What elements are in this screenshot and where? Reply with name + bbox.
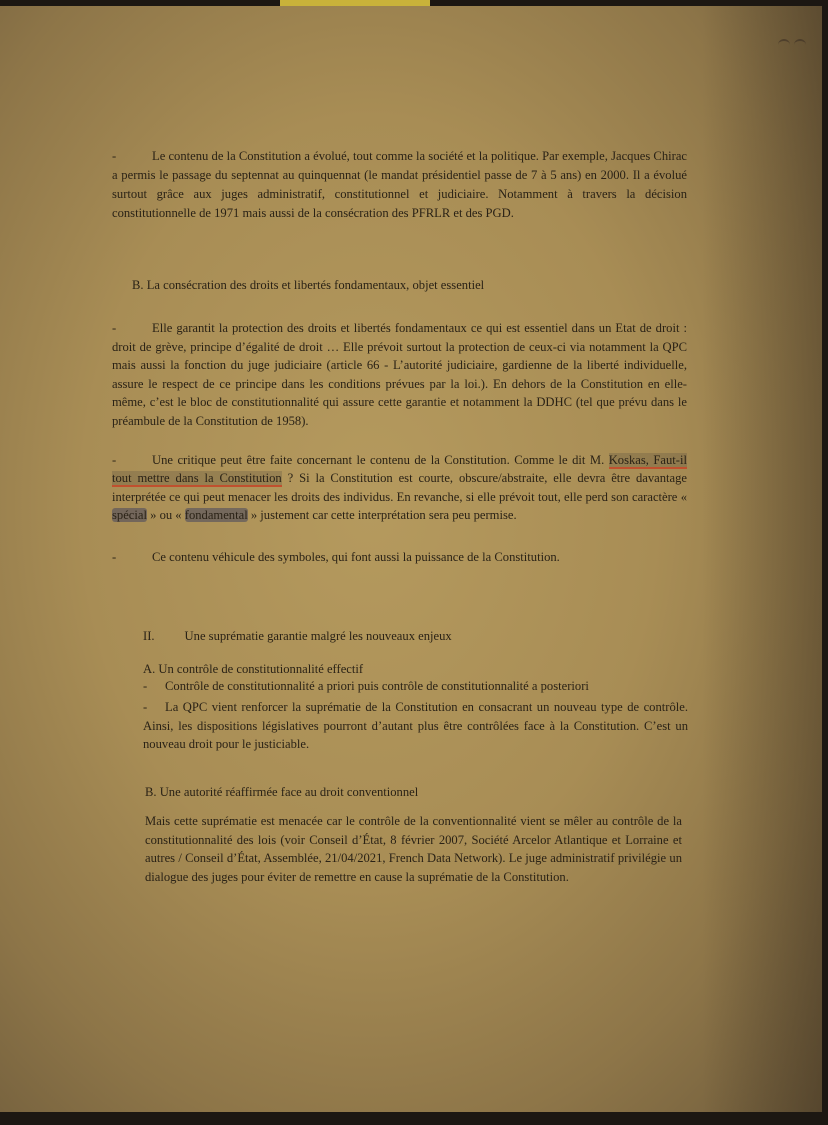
list-item-text: Contrôle de constitutionnalité a priori puis contrôle de constitutionnalité a posteriori [165, 679, 589, 693]
section-numeral: II. [143, 629, 155, 643]
list-item [143, 679, 589, 694]
paragraph-symbols [112, 548, 687, 567]
bullet: - [112, 453, 117, 467]
heading-II [143, 629, 452, 644]
document-page [0, 6, 822, 1112]
list-item-text: La QPC vient renforcer la suprématie de la Constitution en consacrant un nouveau type de contrôle. Ainsi, les dispositions législatives pourront d’autant plus être contrôlées face à la Constitution. C’est un nouveau droit pour le justiciable. [143, 700, 688, 751]
paragraph-text: Ce contenu véhicule des symboles, qui font aussi la puissance de la Constitution. [152, 550, 560, 564]
paragraph-protection [112, 319, 687, 431]
heading-I-B: B. La consécration des droits et libertés fondamentaux, objet essentiel [132, 278, 485, 292]
highlighted-word: spécial [112, 508, 147, 523]
paragraph-text: Le contenu de la Constitution a évolué, tout comme la société et la politique. Par exemple, Jacques Chirac a permis le passage du septennat au quinquennat (le mandat présidentiel passe de 7 à 5 ans) en 2000. Il a évolué surtout grâce aux juges administratif, constitutionnel et judiciaire. Notamment à travers la décision constitutionnelle de 1971 mais aussi de la consécration des PFRLR et des PGD. [112, 149, 687, 220]
text-segment: Une critique peut être faite concernant le contenu de la Constitution. Comme le dit M. [152, 453, 609, 467]
paragraph-critique [112, 451, 687, 525]
paragraph-text: Elle garantit la protection des droits et libertés fondamentaux ce qui est essentiel dans un Etat de droit : droit de grève, principe d’égalité de droit … Elle prévoit surtout la protection de ceux-ci via notamment la QPC mais aussi la fonction du juge judiciaire (article 66 - L’autorité judiciaire, gardienne de la liberté individuelle, assure le respect de ce principe dans les conditions prévues par la loi.). En dehors de la Constitution en elle-même, c’est le bloc de constitutionnalité qui assure cette garantie et notamment la DDHC (tel que prévu dans le préambule de la Constitution de 1958). [112, 321, 687, 428]
section-title: Une suprématie garantie malgré les nouveaux enjeux [184, 629, 452, 643]
highlighted-quote: Koskas, Faut-il tout mettre dans la Constitution [112, 453, 687, 486]
bullet: - [112, 149, 117, 163]
text-segment: ? Si la Constitution est courte, obscure/abstraite, elle devra être davantage interprétée ce qui peut menacer les droits des individus. En revanche, si elle prévoit tout, elle perd son caractère « [112, 471, 687, 504]
text-segment: » ou « [146, 508, 185, 523]
paragraph-conventionnel: Mais cette suprématie est menacée car le contrôle de la conventionnalité vient se mêler au contrôle de la constitutionnalité des lois (voir Conseil d’État, 8 février 2007, Société Arcelor Atlantique et Lorraine et autres / Conseil d’État, Assemblée, 21/04/2021, French Data Network). Le juge administratif privilégie un dialogue des juges pour éviter de remettre en cause la suprématie de la Constitution. [145, 814, 682, 884]
bullet: - [112, 321, 117, 335]
heading-II-A: A. Un contrôle de constitutionnalité effectif [143, 662, 364, 676]
bullet: - [143, 679, 148, 693]
heading-II-B: B. Une autorité réaffirmée face au droit conventionnel [145, 785, 419, 799]
highlighted-word: fondamental [184, 508, 248, 523]
corner-marks [778, 38, 818, 54]
bullet: - [112, 550, 117, 564]
list-item [143, 698, 688, 754]
paragraph-evolution [112, 147, 687, 223]
bullet: - [143, 700, 148, 714]
text-segment: » justement car cette interprétation sera peu permise. [247, 508, 517, 523]
